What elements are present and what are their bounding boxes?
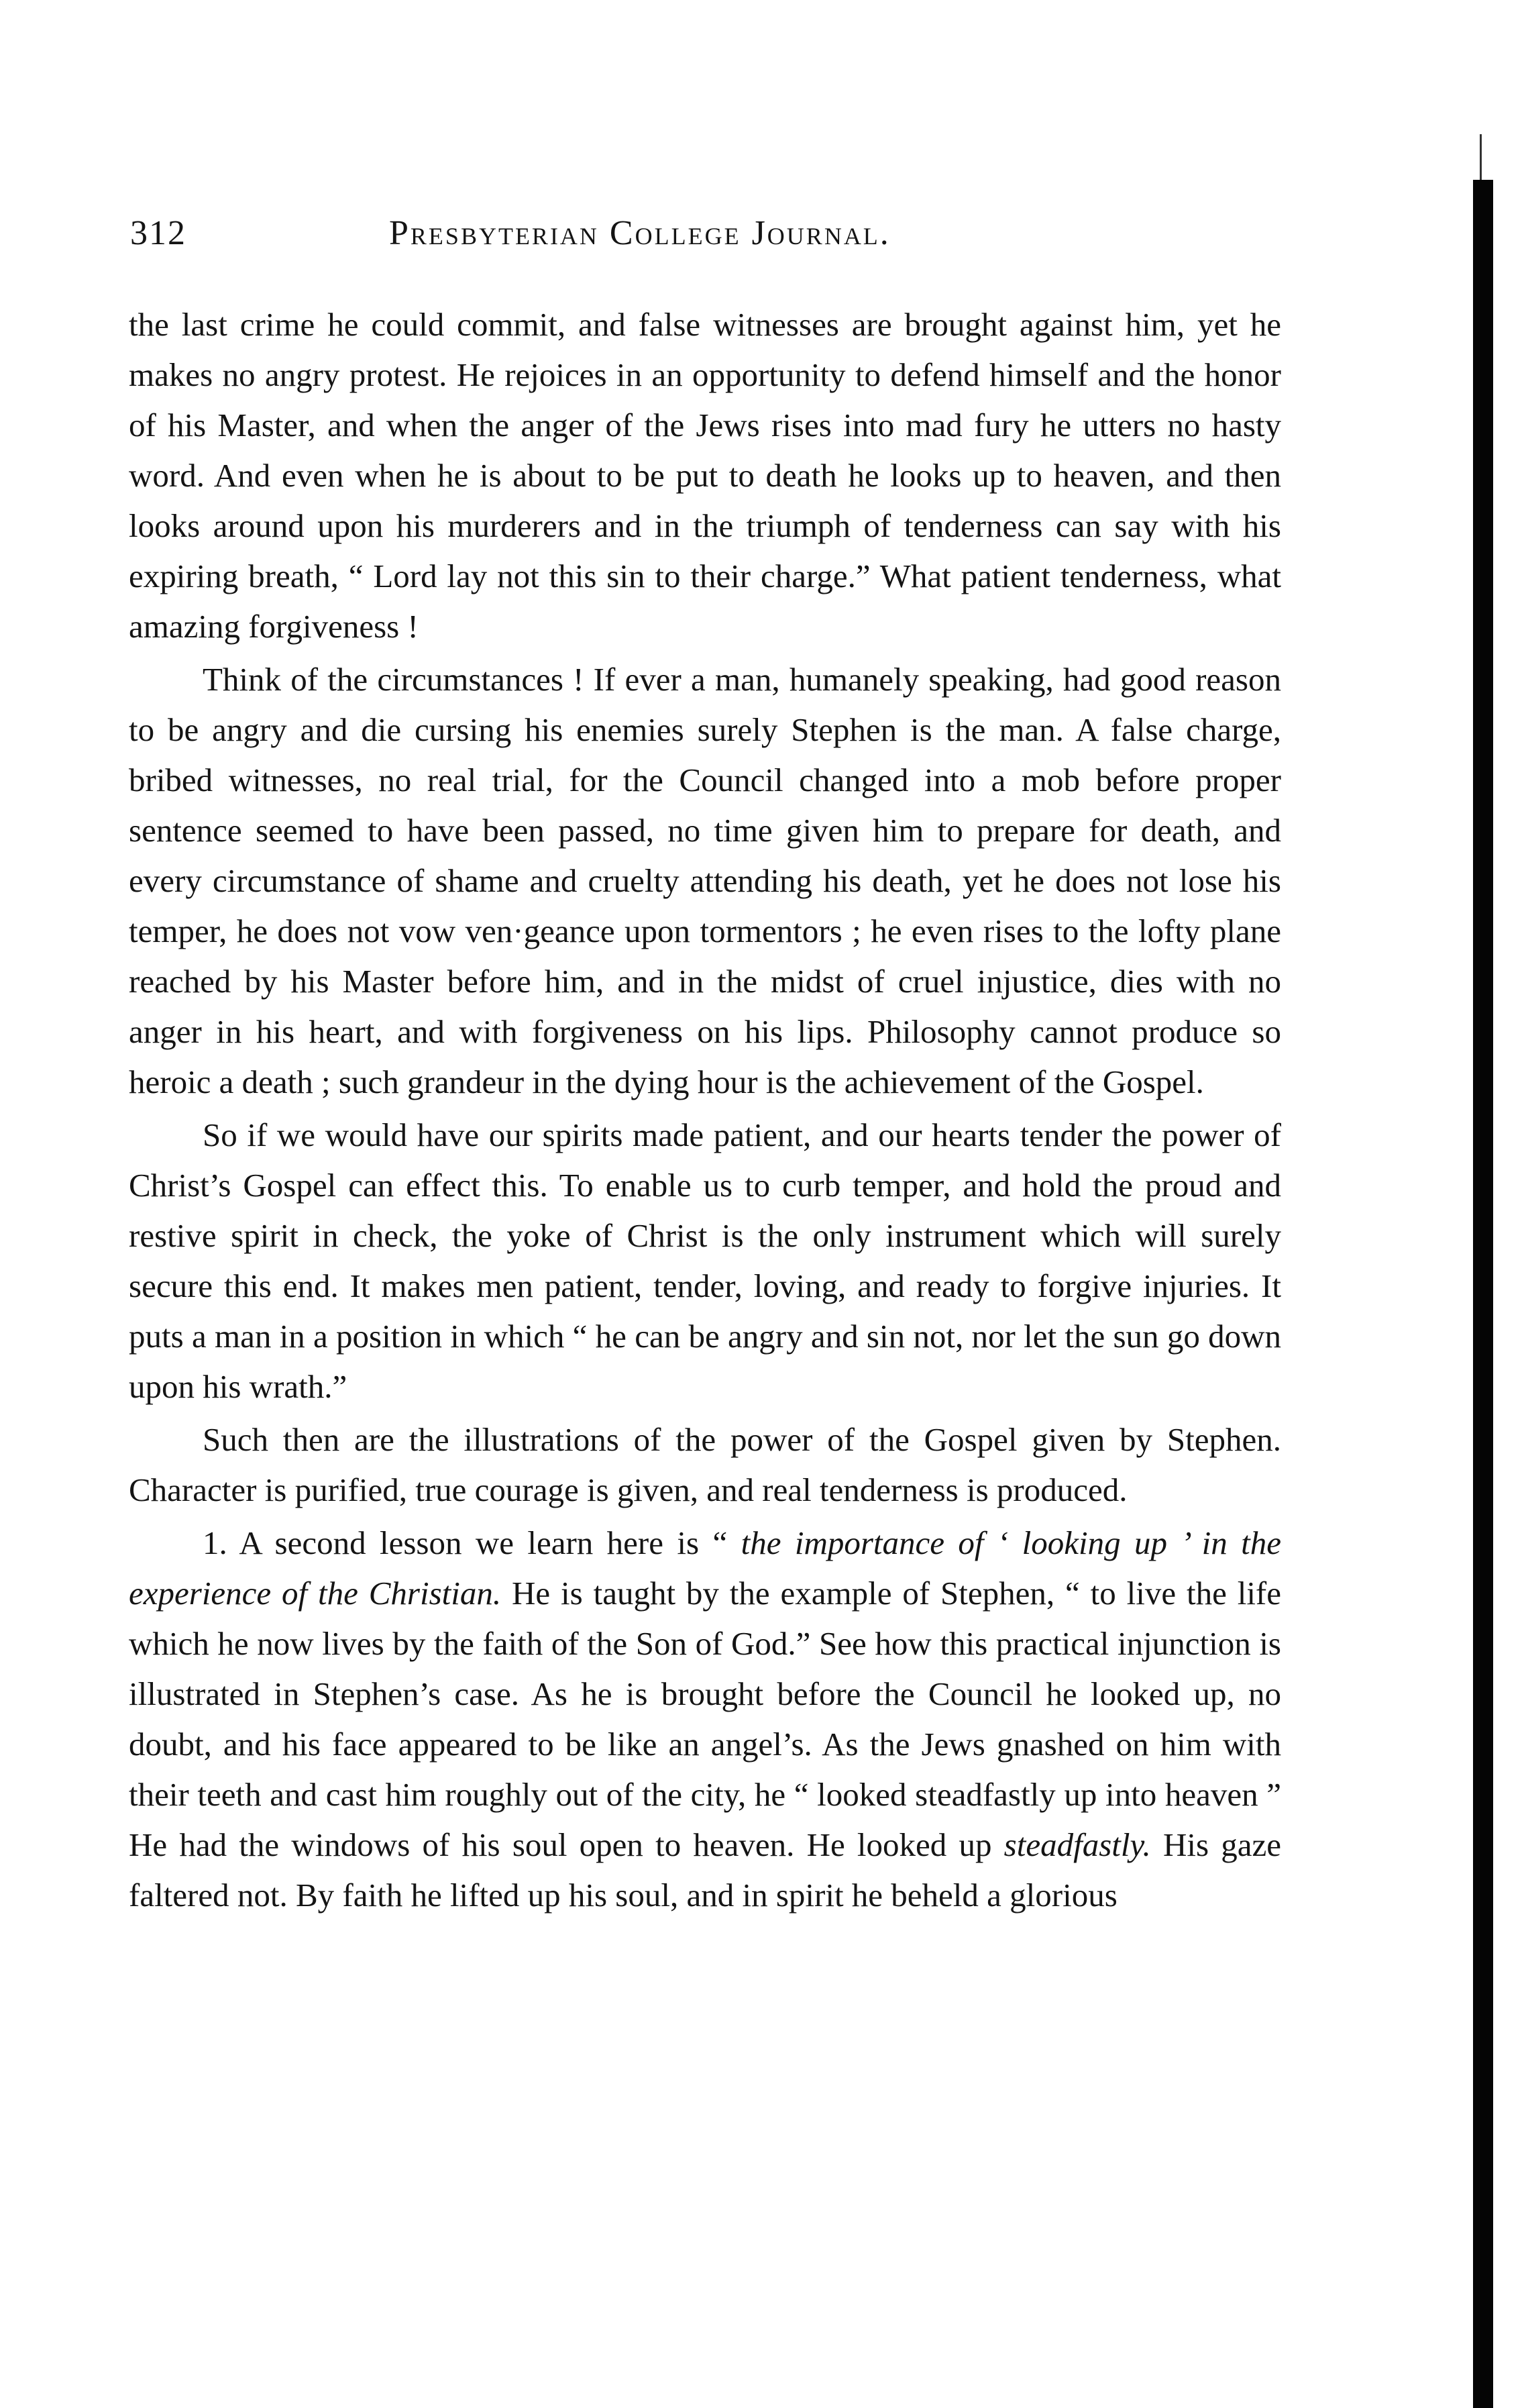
page-header (130, 213, 1284, 267)
paragraph-4: Such then are the illustrations of the power of the Gospel given by Stephen. Character is purified, true courage is given, and real tenderness is produced. (129, 1421, 1281, 1508)
paragraph-5-italic-2: steadfastly. (1003, 1826, 1151, 1863)
running-title: Presbyterian College Journal. (389, 214, 891, 252)
paragraph-2: Think of the circumstances ! If ever a man, humanely speaking, had good reason to be angry and die cursing his enemies surely Stephen is the man. A false charge, bribed witnesses, no real trial, for the Council changed into a mob before proper sentence seemed to have been passed, no time given him to prepare for death, and every circumstance of shame and cruelty attending his death, yet he does not lose his temper, he does not vow ven·geance upon tormentors ; he even rises to the lofty plane reached by his Master before him, and in the midst of cruel injustice, dies with no anger in his heart, and with forgiveness on his lips. Philosophy cannot produce so heroic a death ; such grandeur in the dying hour is the achievement of the Gospel. (129, 661, 1281, 1100)
paragraph-5-tail: His gaze faltered not. By faith he lifted up his soul, and in spirit he beheld a glorious (129, 1826, 1281, 1914)
paragraph-5-middle: He is taught by the example of Stephen, “ to live the life which he now lives by the faith of the Son of God.” See how this practical injunction is illustrated in Stephen’s case. As he is brought before the Council he looked up, no doubt, and his face appeared to be like an angel’s. As the Jews gnashed on him with their teeth and cast him roughly out of the city, he “ looked steadfastly up into heaven ” He had the windows of his soul open to heaven. He looked up (129, 1575, 1281, 1863)
paragraph-1: the last crime he could commit, and false witnesses are brought against him, yet he makes no angry protest. He rejoices in an opportunity to defend himself and the honor of his Master, and when the anger of the Jews rises into mad fury he utters no hasty word. And even when he is about to be put to death he looks up to heaven, and then looks around upon his murderers and in the triumph of tenderness can say with his expiring breath, “ Lord lay not this sin to their charge.” What patient tenderness, what amazing forgiveness ! (129, 306, 1281, 645)
paragraph-3: So if we would have our spirits made patient, and our hearts tender the power of Christ’s Gospel can effect this. To enable us to curb temper, and hold the proud and restive spirit in check, the yoke of Christ is the only instrument which will surely secure this end. It makes men patient, tender, loving, and ready to forgive injuries. It puts a man in a position in which “ he can be angry and sin not, nor let the sun go down upon his wrath.” (129, 1116, 1281, 1405)
page-number: 312 (130, 214, 186, 252)
page-edge-shadow (1473, 180, 1493, 2408)
paragraph-5-italic: the importance of ‘ looking up ’ in the experience of the Christian. (129, 1524, 1282, 1612)
paragraph-5 (129, 1518, 1281, 1920)
paragraph-5-lead: 1. A second lesson we learn here is “ (203, 1524, 741, 1561)
body-text (129, 299, 1281, 1923)
